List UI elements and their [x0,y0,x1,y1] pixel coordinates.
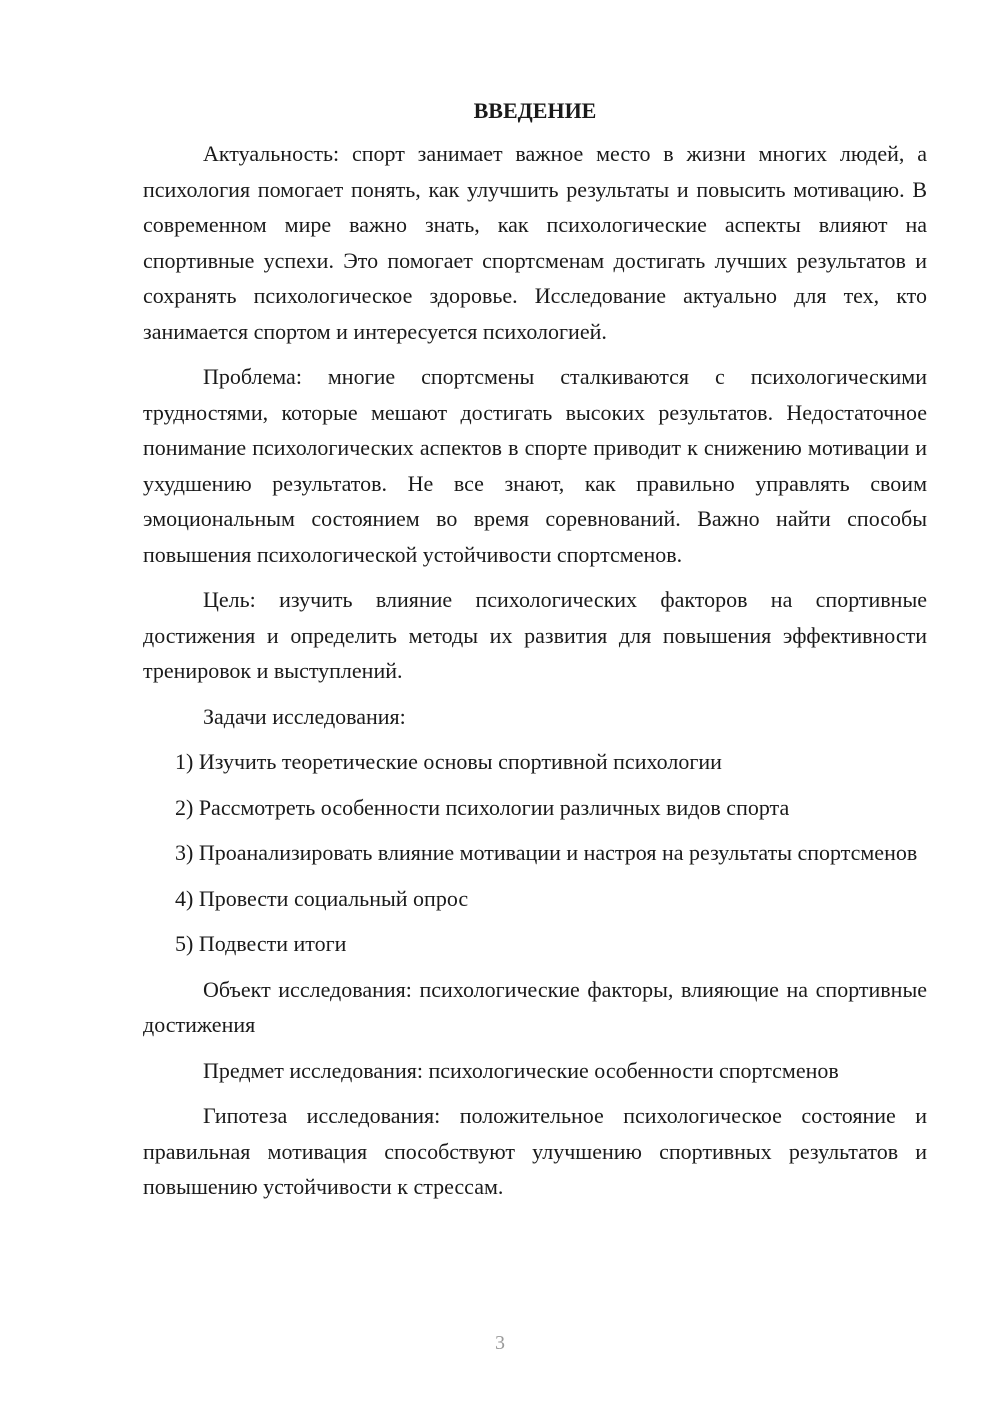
page-number: 3 [495,1332,505,1354]
task-item: 2) Рассмотреть особенности психологии различных видов спорта [175,794,790,820]
paragraph-object: Объект исследования: психологические факторы, влияющие на спортивные достижения [143,976,927,1037]
paragraph-relevance: Актуальность: спорт занимает важное место в жизни многих людей, а психология помогает понять, как улучшить результаты и повысить мотивацию. В современном мире важно знать, как психологические аспекты влияют на спортивные успехи. Это помогает спортсменам достигать лучших результатов и сохранять психологическое здоровье. Исследование актуально для тех, кто занимается спортом и интересуется психологией. [143,141,927,344]
page-content [143,94,927,1215]
task-item: 1) Изучить теоретические основы спортивной психологии [175,749,722,774]
task-item: 4) Провести социальный опрос [175,885,469,911]
paragraph-hypothesis: Гипотеза исследования: положительное психологическое состояние и правильная мотивация способствуют улучшению спортивных результатов и повышению устойчивости к стрессам. [143,1103,927,1199]
section-heading: ВВЕДЕНИЕ [473,98,597,123]
task-item: 5) Подвести итоги [175,931,347,956]
paragraph-goal: Цель: изучить влияние психологических факторов на спортивные достижения и определить методы их развития для повышения эффективности тренировок и выступлений. [143,587,927,683]
paragraph-tasks-title: Задачи исследования: [203,703,406,729]
task-item: 3) Проанализировать влияние мотивации и настроя на результаты спортсменов [175,840,918,865]
paragraph-subject: Предмет исследования: психологические особенности спортсменов [203,1057,839,1083]
paragraph-problem: Проблема: многие спортсмены сталкиваются с психологическими трудностями, которые мешают достигать высоких результатов. Недостаточное понимание психологических аспектов в спорте приводит к снижению мотивации и ухудшению результатов. Не все знают, как правильно управлять своим эмоциональным состоянием во время соревнований. Важно найти способы повышения психологической устойчивости спортсменов. [143,364,927,567]
